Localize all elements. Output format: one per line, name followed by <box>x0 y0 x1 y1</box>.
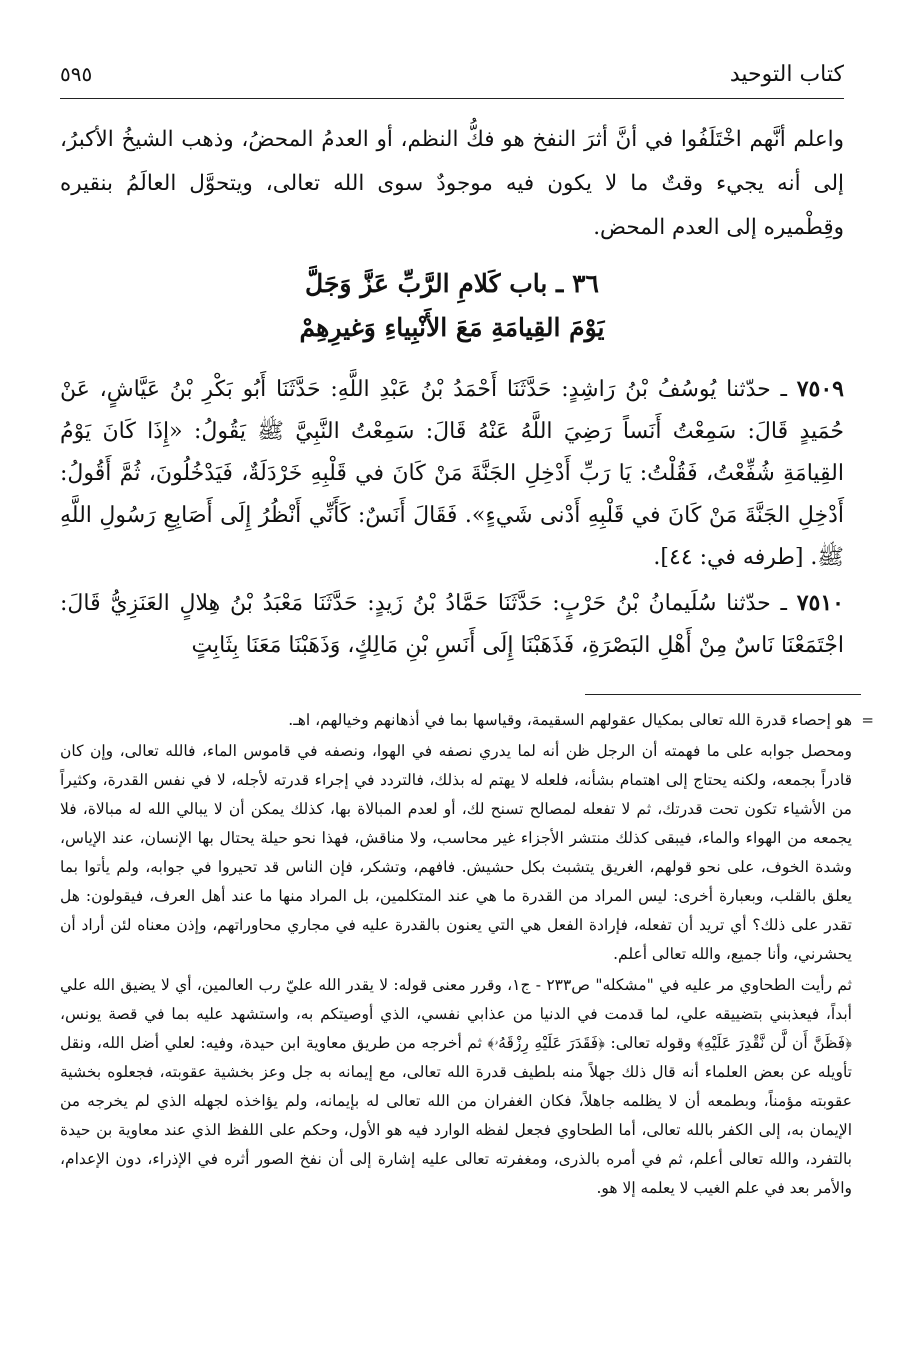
hadith-text: ـ حدّثنا سُلَيمانُ بْنُ حَرْبٍ: حَدَّثَنَا حَمَّادُ بْنُ زَيدٍ: حَدَّثَنَا مَعْبَدُ بْنُ هِلالٍ العَنَزِيُّ قَالَ: اجْتَمَعْنَا نَاسٌ مِنْ أَهْلِ البَصْرَةِ، فَذَهَبْنَا إِلَى أَنَسِ بْنِ مَالِكٍ، وَذَهَبْنَا مَعَنَا بِثَابِتٍ <box>60 591 844 658</box>
footnote-paragraph <box>60 737 852 969</box>
hadith-text: ـ حدّثنا يُوسُفُ بْنُ رَاشِدٍ: حَدَّثَنَا أَحْمَدُ بْنُ عَبْدِ اللَّهِ: حَدَّثَنَا أَبُو بَكْرِ بْنُ عَيَّاشٍ، عَنْ حُمَيدٍ قَالَ: سَمِعْتُ أَنَساً رَضِيَ اللَّهُ عَنْهُ قَالَ: سَمِعْتُ النَّبِيَّ ﷺ يَقُولُ: «إِذَا كَانَ يَوْمُ القِيامَةِ شُفِّعْتُ، فَقُلْتُ: يَا رَبِّ أَدْخِلِ الجَنَّةَ مَنْ كَانَ في قَلْبِهِ خَرْدَلَةٌ، فَيَدْخُلُونَ، ثُمَّ أَقُولُ: أَدْخِلِ الجَنَّةَ مَنْ كَانَ في قَلْبِهِ أَدْنى شَيءٍ». فَقَالَ أَنَسٌ: كَأَنِّي أَنْظُرُ إِلَى أَصَابِعِ رَسُولِ اللَّهِ ﷺ. [طرفه في: ٤٤]. <box>60 377 844 570</box>
footnote-text: ومحصل جوابه على ما فهمته أن الرجل ظن أنه لما يدري نصفه في الهوا، ونصفه في قاموس الماء، فالله تعالى، وإن كان قادراً بجمعه، ولكنه يحتاج إلى اهتمام بشأنه، فلعله لا يهتم له بذلك، فالتردد في إجراء قدرته لأجله، لا في نفس القدرة، وكثيراً من الأشياء تكون تحت قدرتك، ثم لا تفعله لمصالح تسنح لك، أو لعدم المبالاة بها، كذلك يمكن أن لا يبالي الله له مبالاة، فلا يجمعه من الهواء والماء، فيبقى كذلك منتشر الأجزاء غير محاسب، ولا مناقش، فهذا نحو حيلة يحتال بها الإنسان، عند الإياس، وشدة الخوف، على نحو قولهم، الغريق يتشبث بكل حشيش. فافهم، وتشكر، فإن الناس قد تحيروا في جوابه، ولم يأتوا بما يعلق بالقلب، وبعبارة أخرى: ليس المراد من القدرة ما هي عند المتكلمين، بل المراد منها ما عند أهل العرف، فيقولون: هل تقدر على ذلك؟ أي تريد أن تفعله، فإرادة الفعل هي التي يعنون بالقدرة عليه في مجاري محاوراتهم، وإذن معناه لئن أراد أن يحشرني، وأنا جميع، والله تعالى أعلم. <box>60 742 852 963</box>
chapter-heading <box>60 262 844 350</box>
hadith-7509 <box>60 368 844 579</box>
book-title: كتاب التوحيد <box>729 62 844 87</box>
intro-text: واعلم أنَّهم اخْتَلَفُوا في أنَّ أثرَ النفخ هو فكُّ النظم، أو العدمُ المحضُ، وذهب الشيخُ الأكبرُ، إلى أنه يجيء وقتٌ ما لا يكون فيه موجودٌ سوى الله تعالى، ويتحوَّل العالَمُ بنقيره وقِطْميره إلى العدم المحض. <box>60 127 844 240</box>
intro-paragraph <box>60 118 844 250</box>
footnote-paragraph <box>60 706 874 735</box>
chapter-title-line2: يَوْمَ القِيامَةِ مَعَ الأَنْبِياءِ وَغيرِهِمْ <box>299 313 605 342</box>
footnote-paragraph <box>60 971 852 1203</box>
footnotes <box>60 706 874 1205</box>
footnote-continuation-marker: = <box>861 711 874 729</box>
footnote-divider <box>585 694 861 695</box>
hadith-7510 <box>60 582 844 667</box>
footnote-text: هو إحصاء قدرة الله تعالى بمكيال عقولهم السقيمة، وقياسها بما في أذهانهم وخيالهم، اهـ. <box>288 711 852 729</box>
page-header <box>60 58 844 99</box>
hadith-number: ٧٥٠٩ <box>796 376 844 402</box>
chapter-title-line1: ٣٦ ـ باب كَلامِ الرَّبِّ عَزَّ وَجَلَّ <box>305 269 599 298</box>
footnote-text: ثم رأيت الطحاوي مر عليه في "مشكله" ص٢٣٣ - ج١، وقرر معنى قوله: لا يقدر الله عليّ رب العالمين، أي لا يضيق الله علي أبداً، فيعذبني بتضييقه علي، لما قدمت في الدنيا من عذابي نفسي، الذي أوصيتكم به، واستشهد عليه بما في قصة يونس، ﴿فَظَنَّ أَن لَّن نَّقْدِرَ عَلَيْهِ﴾ وقوله تعالى: ﴿فَقَدَرَ عَلَيْهِ رِزْقَهُۥ﴾ ثم أخرجه من طريق معاوية ابن حيدة، وفيه: لعلي أضل الله، ونقل تأويله عن بعض العلماء أنه قال ذلك جهلاً منه بلطيف قدرة الله تعالى، مع إيمانه به جل وعز بخشية عقوبته، فجعلوه بخشية عقوبته مؤمناً، وبطمعه أن لا يظلمه جاهلاً، فكان الغفران من الله تعالى له بإيمانه، ولم يؤاخذه لجهله الذي لم يخرجه من الإيمان به، إلى الكفر بالله تعالى، أما الطحاوي فجعل لفظه الوارد فيه هو الأول، وحكم على اللفظ الذي عند معاوية بن حيدة بالتفرد، والله تعالى أعلم، ثم في أمره بالذرى، ومغفرته تعالى عليه إشارة إلى أن نفخ الصور أثره في الإذراء، دون الإعدام، والأمر بعد في علم الغيب لا يعلمه إلا هو. <box>60 976 852 1197</box>
hadith-number: ٧٥١٠ <box>796 590 844 616</box>
page-number: ٥٩٥ <box>60 62 93 86</box>
